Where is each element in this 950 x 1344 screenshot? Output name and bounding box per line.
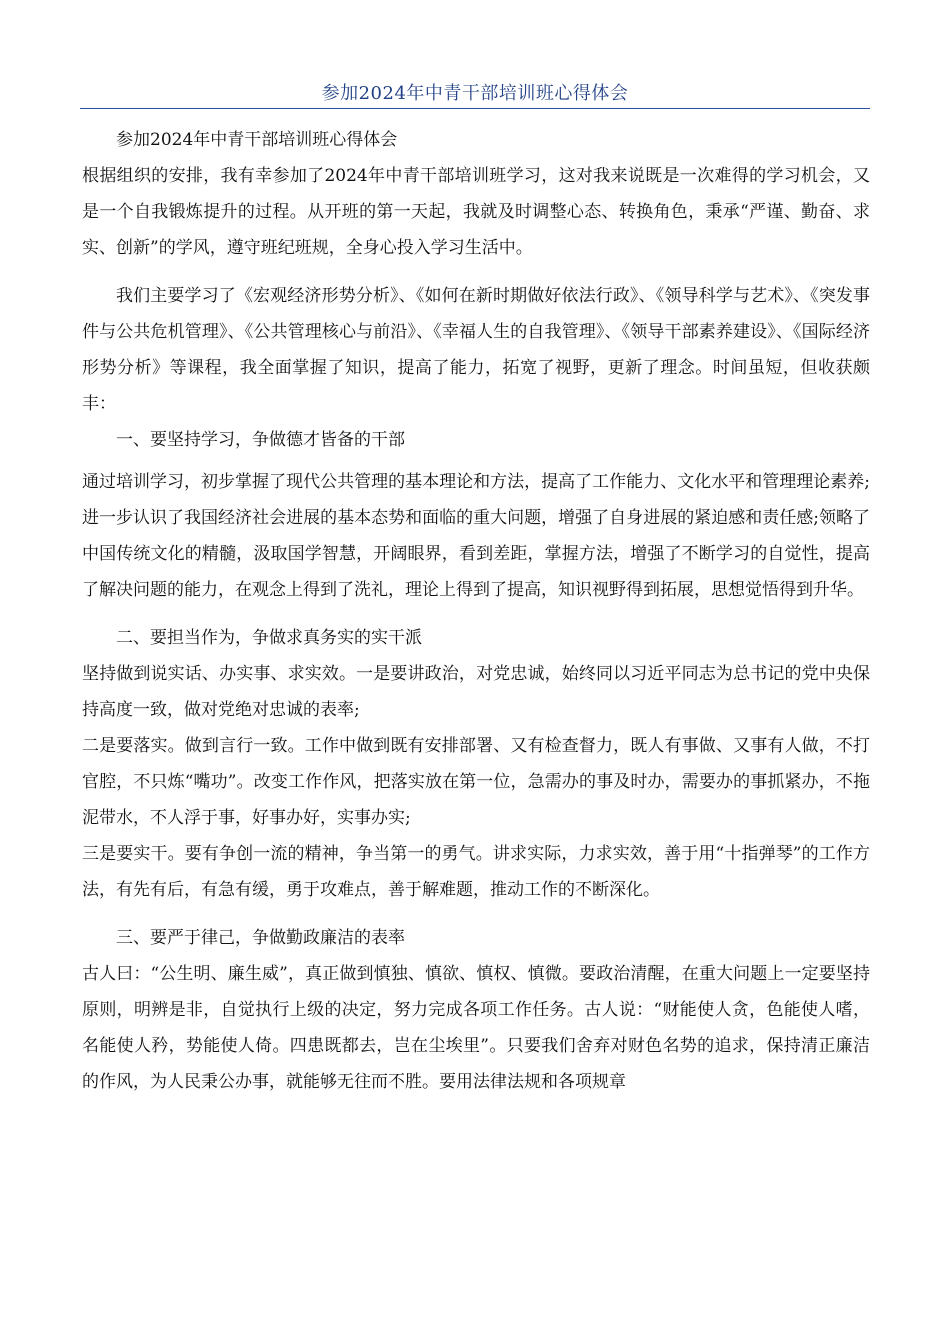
document-body — [82, 122, 870, 1100]
paragraph-section-2c: 三是要实干。要有争创一流的精神，争当第一的勇气。讲求实际，力求实效，善于用“十指弹琴”的工作方法，有先有后，有急有缓，勇于攻难点，善于解难题，推动工作的不断深化。 — [82, 844, 870, 900]
section-heading-1: 一、要坚持学习，争做德才皆备的干部 — [116, 430, 405, 450]
paragraph-section-2a: 坚持做到说实话、办实事、求实效。一是要讲政治，对党忠诚，始终同以习近平同志为总书记的党中央保持高度一致，做对党绝对忠诚的表率; — [82, 664, 870, 720]
paragraph-courses: 我们主要学习了《宏观经济形势分析》、《如何在新时期做好依法行政》、《领导科学与艺术》、《突发事件与公共危机管理》、《公共管理核心与前沿》、《幸福人生的自我管理》、《领导干部素养建设》、《国际经济形势分析》等课程，我全面掌握了知识，提高了能力，拓宽了视野，更新了理念。时间虽短，但收获颇丰： — [82, 286, 870, 414]
paragraph-section-1: 通过培训学习，初步掌握了现代公共管理的基本理论和方法，提高了工作能力、文化水平和管理理论素养;进一步认识了我国经济社会进展的基本态势和面临的重大问题，增强了自身进展的紧迫感和责任感;领略了中国传统文化的精髓，汲取国学智慧，开阔眼界，看到差距，掌握方法，增强了不断学习的自觉性，提高了解决问题的能力，在观念上得到了洗礼，理论上得到了提高，知识视野得到拓展，思想觉悟得到升华。 — [82, 472, 870, 600]
running-header-title: 参加2024年中青干部培训班心得体会 — [321, 83, 629, 104]
paragraph-section-2b: 二是要落实。做到言行一致。工作中做到既有安排部署、又有检查督力，既人有事做、又事有人做，不打官腔，不只炼“嘴功”。改变工作作风，把落实放在第一位，急需办的事及时办，需要办的事抓紧办，不拖泥带水，不人浮于事，好事办好，实事办实; — [82, 736, 870, 828]
document-title: 参加2024年中青干部培训班心得体会 — [116, 130, 398, 150]
section-heading-3: 三、要严于律己，争做勤政廉洁的表率 — [116, 928, 405, 948]
paragraph-section-3: 古人曰：“公生明、廉生威”，真正做到慎独、慎欲、慎权、慎微。要政治清醒，在重大问题上一定要坚持原则，明辨是非，自觉执行上级的决定，努力完成各项工作任务。古人说：“财能使人贪，色能使人嗜，名能使人矜，势能使人倚。四患既都去，岂在尘埃里”。只要我们舍弃对财色名势的追求，保持清正廉洁的作风，为人民秉公办事，就能够无往而不胜。要用法律法规和各项规章 — [82, 964, 870, 1092]
header-divider — [80, 108, 870, 109]
paragraph-intro: 根据组织的安排，我有幸参加了2024年中青干部培训班学习，这对我来说既是一次难得的学习机会，又是一个自我锻炼提升的过程。从开班的第一天起，我就及时调整心态、转换角色，秉承“严谨、勤奋、求实、创新”的学风，遵守班纪班规，全身心投入学习生活中。 — [82, 166, 870, 258]
section-heading-2: 二、要担当作为，争做求真务实的实干派 — [116, 628, 422, 648]
